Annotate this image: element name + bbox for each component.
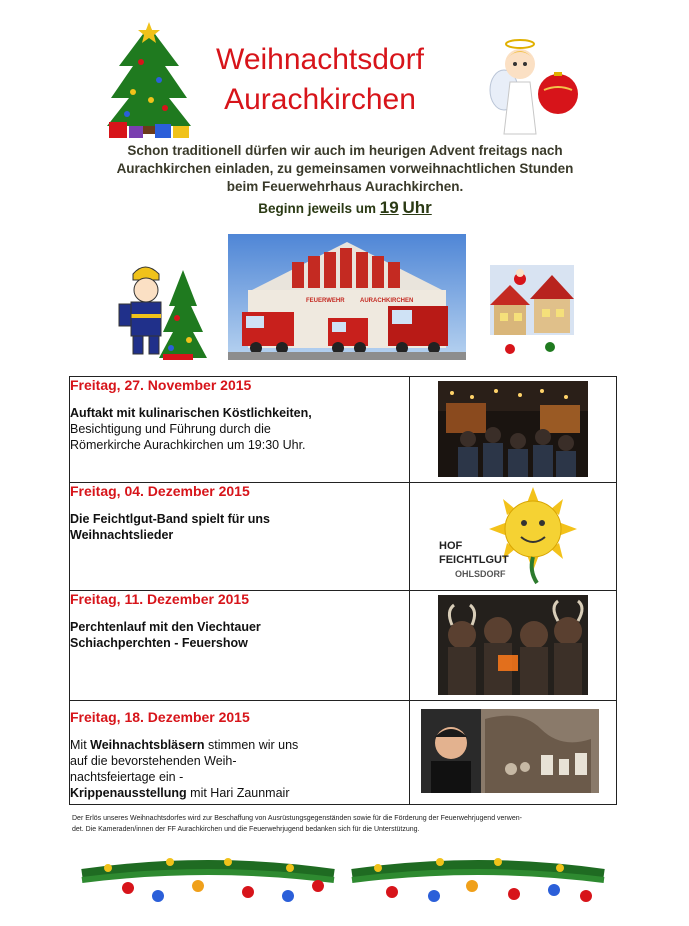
event-description [70, 405, 409, 453]
event-line: mit Hari Zaunmair [186, 786, 290, 800]
logo-text-hof: HOF [439, 540, 463, 552]
event-line: Besichtigung und Führung durch die [70, 422, 271, 436]
event-highlight: Auftakt mit kulinarischen Köstlichkeiten, [70, 406, 312, 420]
intro-line-1: Schon traditionell dürfen wir auch im heurigen Advent freitags nach [127, 143, 563, 158]
begin-unit: Uhr [402, 198, 432, 217]
event-date: Freitag, 27. November 2015 [70, 377, 252, 393]
event-line: Schiachperchten - Feuershow [70, 636, 248, 650]
footer-note-line-2: det. Die Kameraden/innen der FF Aurachkirchen und die Feuerwehrjugend bedanken sich für die Unterstützung. [72, 826, 420, 833]
event-line: stimmen wir uns [204, 738, 299, 752]
event-line: Weihnachtslieder [70, 528, 174, 542]
footer-note-line-1: Der Erlös unseres Weihnachtsdorfes wird zur Beschaffung von Ausrüstungsgegenständen sowie für die Förderung der Feuerwehrjugend verwen- [72, 815, 522, 822]
event-description [70, 511, 409, 543]
intro-line-3: beim Feuerwehrhaus Aurachkirchen. [226, 179, 464, 194]
title-line-1: Weihnachtsdorf [216, 43, 424, 76]
event-row [70, 483, 617, 591]
event-line: Die Feichtlgut-Band spielt für uns [70, 512, 271, 526]
events-table [69, 376, 617, 805]
event-date: Freitag, 04. Dezember 2015 [70, 483, 250, 499]
intro-text [60, 142, 630, 196]
event-row [70, 591, 617, 701]
event-highlight: Weihnachtsbläsern [90, 738, 205, 752]
garland-left-decoration [78, 852, 338, 908]
angel-icon [488, 38, 583, 140]
footer-note [72, 813, 612, 835]
event-date: Freitag, 11. Dezember 2015 [70, 591, 249, 607]
begin-hour: 19 [379, 198, 399, 217]
event-line: nachtsfeiertage ein - [70, 770, 184, 784]
event-image-cell [410, 377, 617, 483]
garland-right-decoration [348, 852, 608, 908]
event-highlight: Krippenausstellung [70, 786, 187, 800]
event-date: Freitag, 18. Dezember 2015 [70, 709, 250, 725]
event-image-cell [410, 701, 617, 805]
event-description [70, 737, 409, 801]
firefighter-mascot-icon [113, 260, 208, 360]
event-image-cell [410, 591, 617, 701]
feichtlgut-sunflower-logo [433, 485, 593, 585]
event-line: Römerkirche Aurachkirchen um 19:30 Uhr. [70, 438, 306, 452]
musician-and-crib-photo [421, 709, 599, 793]
event-text [70, 701, 410, 805]
title-line-2: Aurachkirchen [224, 83, 416, 116]
christmas-town-illustration [490, 265, 574, 361]
event-text [70, 483, 410, 591]
event-line: auf die bevorstehenden Weih- [70, 754, 237, 768]
event-row [70, 377, 617, 483]
event-row [70, 701, 617, 805]
station-sign-left: FEUERWEHR [306, 298, 345, 304]
event-line: Perchtenlauf mit den Viechtauer [70, 620, 261, 634]
logo-text-ohlsdorf: OHLSDORF [455, 569, 506, 579]
logo-text-feichtlgut: FEICHTLGUT [439, 554, 509, 566]
event-text [70, 591, 410, 701]
event-text [70, 377, 410, 483]
station-sign-right: AURACHKIRCHEN [360, 298, 414, 304]
event-line: Mit [70, 738, 91, 752]
event-description [70, 619, 409, 651]
event-image-cell [410, 483, 617, 591]
perchten-photo [438, 595, 588, 695]
begin-time [60, 198, 630, 218]
begin-prefix: Beginn jeweils um [258, 201, 377, 216]
intro-line-2: Aurachkirchen einladen, zu gemeinsamen vorweihnachtlichen Stunden [116, 161, 574, 176]
fire-station-photo [228, 234, 466, 360]
market-crowd-photo [438, 381, 588, 477]
